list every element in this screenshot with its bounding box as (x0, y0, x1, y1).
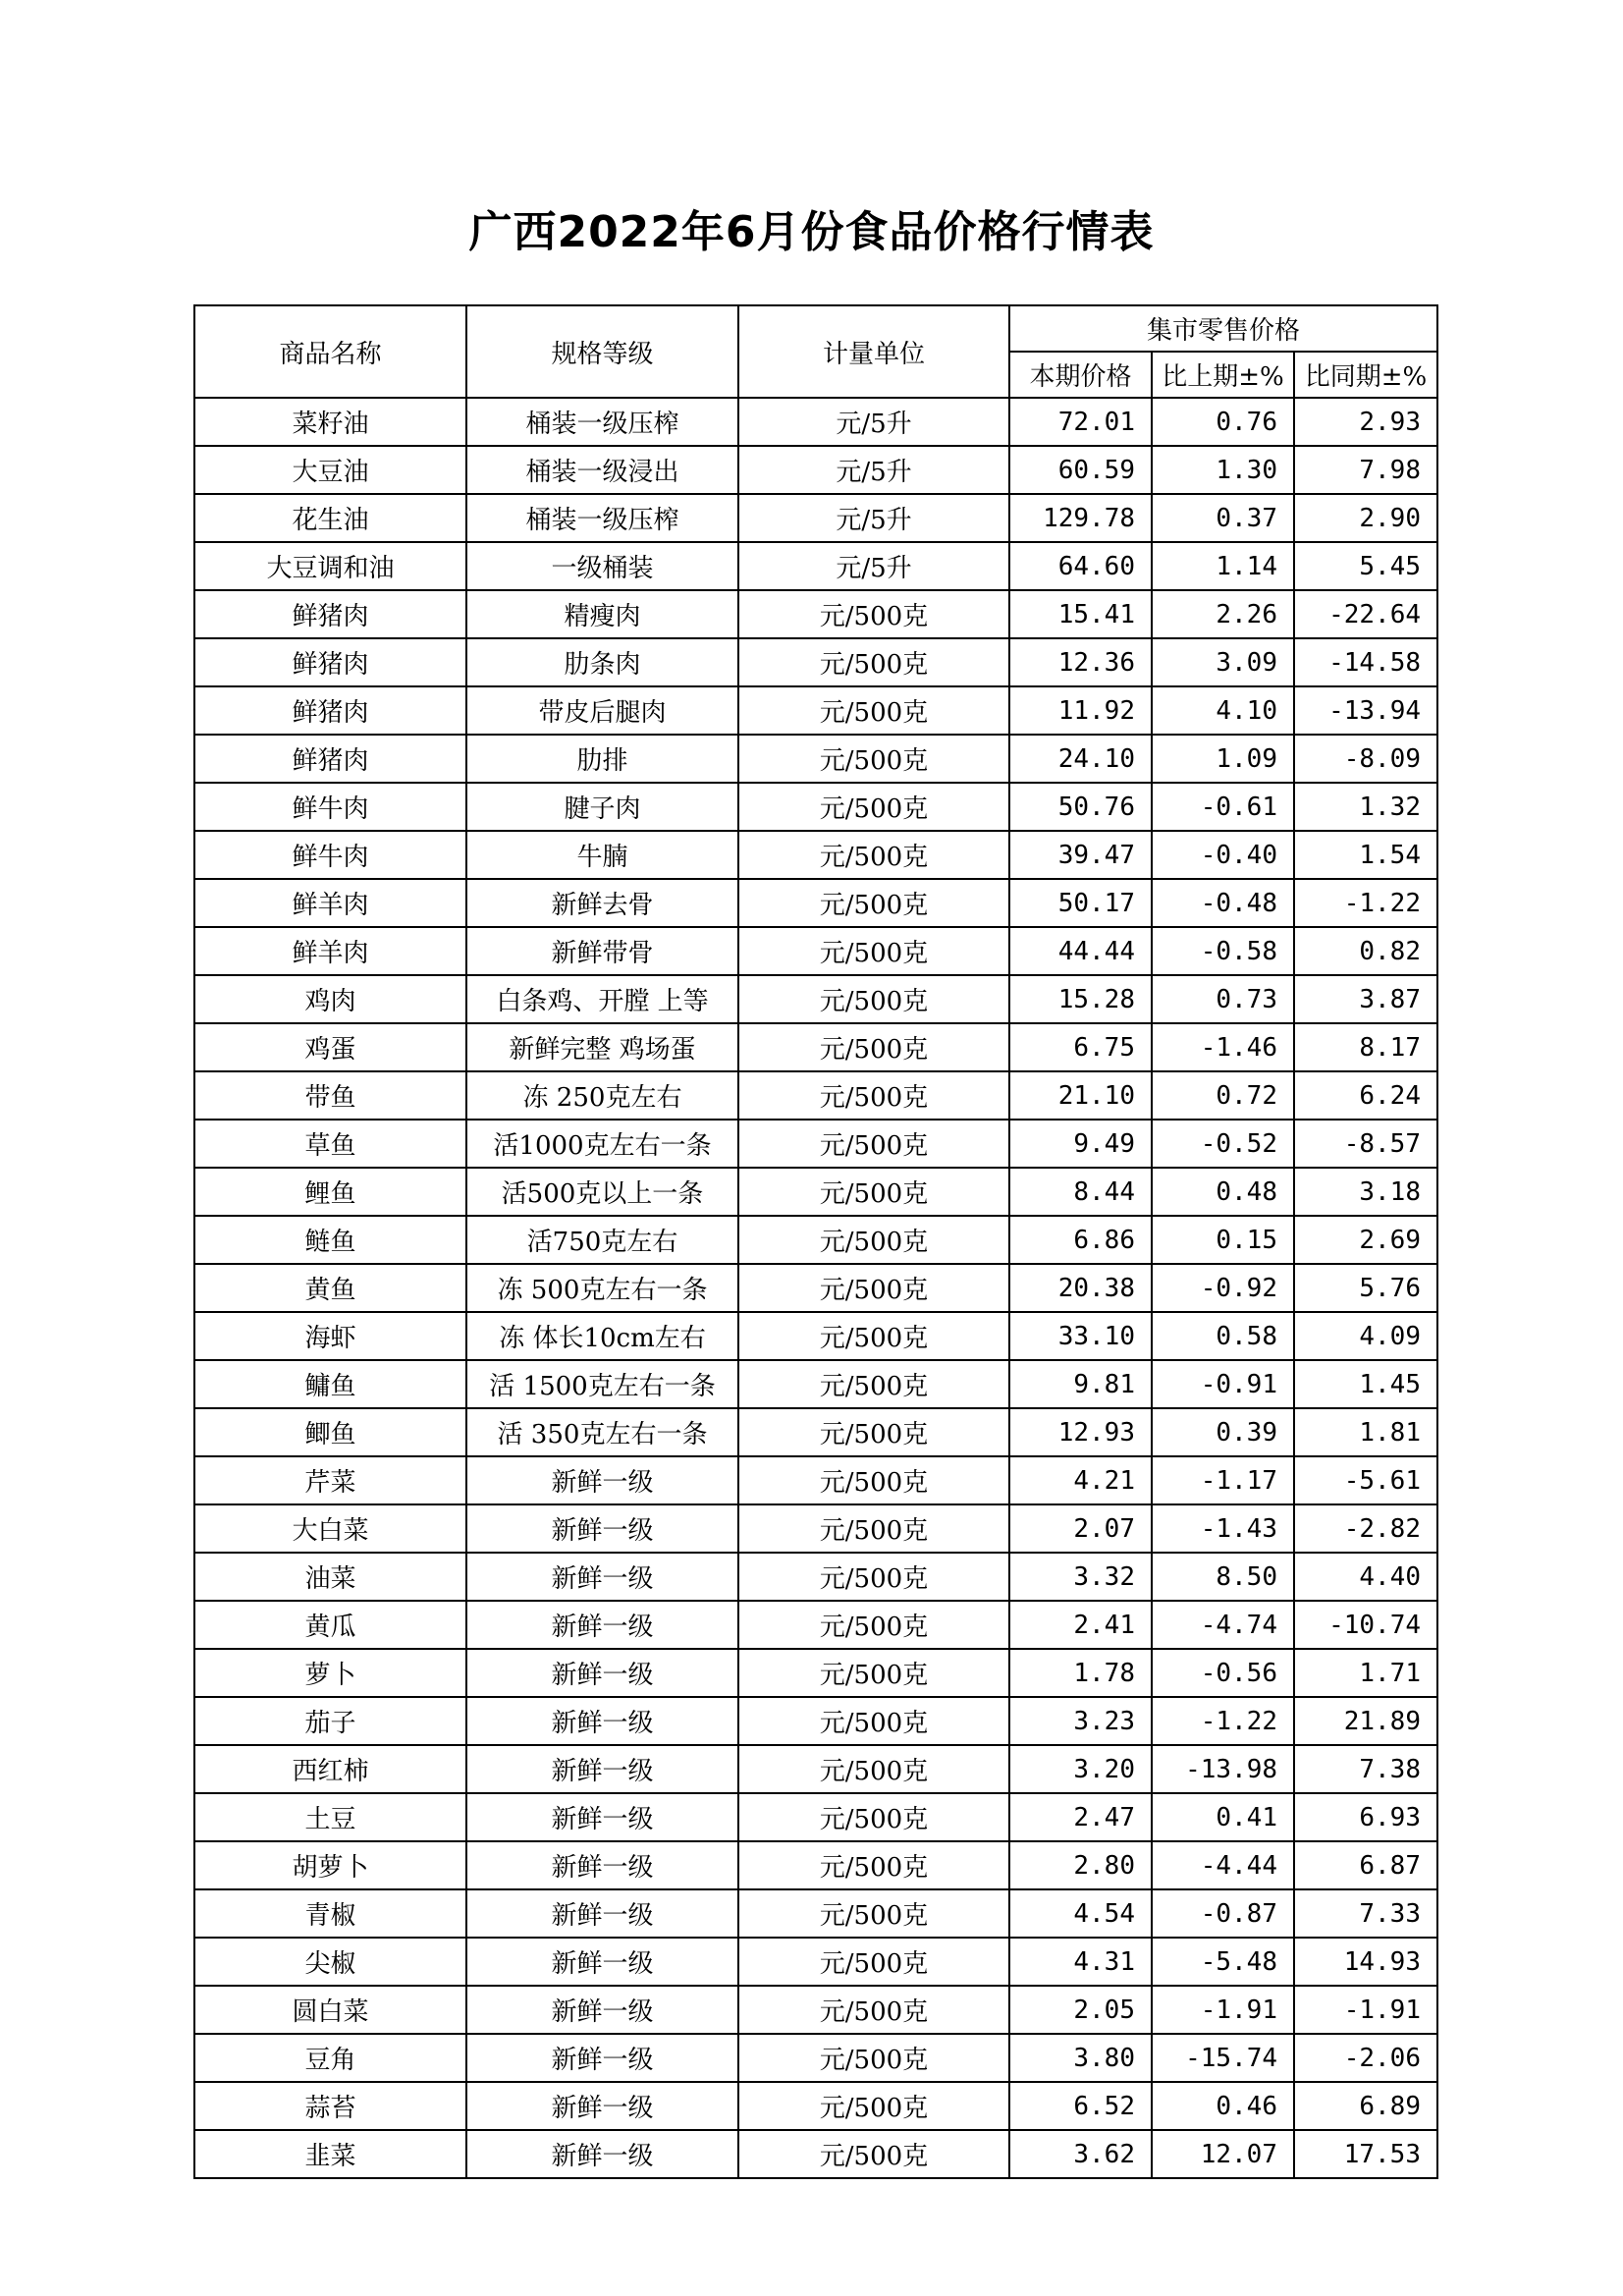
cell-unit: 元/500克 (738, 1023, 1009, 1071)
cell-price: 20.38 (1009, 1264, 1152, 1312)
cell-name: 西红柿 (194, 1745, 466, 1793)
table-row (194, 1216, 1437, 1264)
cell-price: 3.32 (1009, 1553, 1152, 1601)
cell-spec: 新鲜一级 (466, 1553, 738, 1601)
table-row (194, 1360, 1437, 1408)
table-row (194, 975, 1437, 1023)
cell-price: 39.47 (1009, 831, 1152, 879)
header-yoy-change: 比同期±% (1294, 352, 1437, 398)
cell-yoy: 2.69 (1294, 1216, 1437, 1264)
cell-name: 鸡肉 (194, 975, 466, 1023)
table-row (194, 1023, 1437, 1071)
cell-price: 64.60 (1009, 542, 1152, 590)
cell-spec: 带皮后腿肉 (466, 686, 738, 735)
cell-yoy: -1.22 (1294, 879, 1437, 927)
cell-mom: -0.56 (1152, 1649, 1294, 1697)
cell-unit: 元/500克 (738, 1264, 1009, 1312)
cell-name: 鸡蛋 (194, 1023, 466, 1071)
table-row (194, 1745, 1437, 1793)
cell-spec: 新鲜一级 (466, 1601, 738, 1649)
cell-name: 鲜牛肉 (194, 831, 466, 879)
cell-mom: -5.48 (1152, 1938, 1294, 1986)
table-row (194, 1264, 1437, 1312)
cell-mom: 0.39 (1152, 1408, 1294, 1456)
cell-yoy: -22.64 (1294, 590, 1437, 638)
table-row (194, 1601, 1437, 1649)
cell-price: 129.78 (1009, 494, 1152, 542)
cell-unit: 元/500克 (738, 1745, 1009, 1793)
cell-unit: 元/500克 (738, 1168, 1009, 1216)
table-row (194, 1504, 1437, 1553)
cell-price: 6.52 (1009, 2082, 1152, 2130)
cell-yoy: 8.17 (1294, 1023, 1437, 1071)
cell-unit: 元/500克 (738, 1986, 1009, 2034)
cell-yoy: 6.93 (1294, 1793, 1437, 1841)
cell-mom: 0.58 (1152, 1312, 1294, 1360)
cell-spec: 新鲜一级 (466, 1697, 738, 1745)
cell-price: 50.17 (1009, 879, 1152, 927)
cell-price: 60.59 (1009, 446, 1152, 494)
cell-spec: 白条鸡、开膛 上等 (466, 975, 738, 1023)
cell-yoy: 7.33 (1294, 1889, 1437, 1938)
cell-yoy: 6.89 (1294, 2082, 1437, 2130)
cell-unit: 元/5升 (738, 398, 1009, 446)
cell-spec: 新鲜一级 (466, 1793, 738, 1841)
cell-price: 11.92 (1009, 686, 1152, 735)
cell-spec: 精瘦肉 (466, 590, 738, 638)
cell-spec: 新鲜一级 (466, 1841, 738, 1889)
cell-price: 3.20 (1009, 1745, 1152, 1793)
cell-mom: -1.22 (1152, 1697, 1294, 1745)
cell-spec: 活 350克左右一条 (466, 1408, 738, 1456)
cell-price: 15.41 (1009, 590, 1152, 638)
cell-unit: 元/5升 (738, 494, 1009, 542)
cell-mom: 1.14 (1152, 542, 1294, 590)
cell-yoy: -8.09 (1294, 735, 1437, 783)
table-row (194, 1889, 1437, 1938)
cell-yoy: 21.89 (1294, 1697, 1437, 1745)
cell-price: 33.10 (1009, 1312, 1152, 1360)
cell-yoy: 14.93 (1294, 1938, 1437, 1986)
cell-mom: -0.92 (1152, 1264, 1294, 1312)
cell-spec: 新鲜完整 鸡场蛋 (466, 1023, 738, 1071)
cell-unit: 元/500克 (738, 927, 1009, 975)
table-row (194, 831, 1437, 879)
table-row (194, 2034, 1437, 2082)
cell-spec: 桶装一级压榨 (466, 398, 738, 446)
cell-price: 6.75 (1009, 1023, 1152, 1071)
table-row (194, 1841, 1437, 1889)
table-row (194, 1649, 1437, 1697)
cell-yoy: -13.94 (1294, 686, 1437, 735)
table-row (194, 494, 1437, 542)
cell-spec: 新鲜一级 (466, 1504, 738, 1553)
table-row (194, 638, 1437, 686)
cell-unit: 元/500克 (738, 831, 1009, 879)
cell-name: 黄鱼 (194, 1264, 466, 1312)
cell-price: 12.93 (1009, 1408, 1152, 1456)
cell-mom: -1.46 (1152, 1023, 1294, 1071)
cell-spec: 肋排 (466, 735, 738, 783)
cell-name: 油菜 (194, 1553, 466, 1601)
cell-name: 黄瓜 (194, 1601, 466, 1649)
table-row (194, 2082, 1437, 2130)
cell-mom: -1.17 (1152, 1456, 1294, 1504)
table-row (194, 1986, 1437, 2034)
cell-spec: 冻 250克左右 (466, 1071, 738, 1120)
cell-spec: 活1000克左右一条 (466, 1120, 738, 1168)
cell-name: 萝卜 (194, 1649, 466, 1697)
cell-price: 9.49 (1009, 1120, 1152, 1168)
cell-unit: 元/5升 (738, 446, 1009, 494)
cell-mom: -0.87 (1152, 1889, 1294, 1938)
cell-mom: 0.72 (1152, 1071, 1294, 1120)
cell-mom: -0.40 (1152, 831, 1294, 879)
table-row (194, 398, 1437, 446)
cell-mom: -0.61 (1152, 783, 1294, 831)
cell-unit: 元/500克 (738, 2034, 1009, 2082)
cell-spec: 新鲜带骨 (466, 927, 738, 975)
cell-price: 6.86 (1009, 1216, 1152, 1264)
cell-name: 豆角 (194, 2034, 466, 2082)
cell-price: 9.81 (1009, 1360, 1152, 1408)
cell-name: 芹菜 (194, 1456, 466, 1504)
cell-price: 15.28 (1009, 975, 1152, 1023)
cell-price: 4.54 (1009, 1889, 1152, 1938)
cell-name: 带鱼 (194, 1071, 466, 1120)
cell-mom: 2.26 (1152, 590, 1294, 638)
table-row (194, 1168, 1437, 1216)
cell-mom: 8.50 (1152, 1553, 1294, 1601)
cell-mom: -4.74 (1152, 1601, 1294, 1649)
cell-unit: 元/500克 (738, 590, 1009, 638)
cell-price: 2.80 (1009, 1841, 1152, 1889)
cell-mom: -15.74 (1152, 2034, 1294, 2082)
cell-unit: 元/500克 (738, 1120, 1009, 1168)
cell-mom: 0.46 (1152, 2082, 1294, 2130)
cell-name: 尖椒 (194, 1938, 466, 1986)
cell-name: 鲤鱼 (194, 1168, 466, 1216)
table-row (194, 1456, 1437, 1504)
cell-name: 鲜猪肉 (194, 638, 466, 686)
cell-price: 8.44 (1009, 1168, 1152, 1216)
cell-yoy: -2.82 (1294, 1504, 1437, 1553)
table-row (194, 446, 1437, 494)
cell-name: 鲫鱼 (194, 1408, 466, 1456)
cell-mom: 0.73 (1152, 975, 1294, 1023)
header-row (194, 305, 1437, 352)
cell-yoy: -8.57 (1294, 1120, 1437, 1168)
cell-name: 大豆油 (194, 446, 466, 494)
table-row (194, 1553, 1437, 1601)
table-row (194, 1408, 1437, 1456)
table-row (194, 590, 1437, 638)
cell-price: 3.80 (1009, 2034, 1152, 2082)
cell-unit: 元/500克 (738, 1553, 1009, 1601)
table-row (194, 1312, 1437, 1360)
cell-price: 2.05 (1009, 1986, 1152, 2034)
cell-name: 鲜猪肉 (194, 590, 466, 638)
cell-spec: 牛腩 (466, 831, 738, 879)
cell-price: 21.10 (1009, 1071, 1152, 1120)
header-name: 商品名称 (194, 305, 466, 398)
cell-spec: 腱子肉 (466, 783, 738, 831)
cell-yoy: 17.53 (1294, 2130, 1437, 2178)
cell-price: 2.07 (1009, 1504, 1152, 1553)
cell-yoy: 6.87 (1294, 1841, 1437, 1889)
cell-yoy: 4.09 (1294, 1312, 1437, 1360)
table-row (194, 927, 1437, 975)
cell-yoy: 5.76 (1294, 1264, 1437, 1312)
cell-yoy: -14.58 (1294, 638, 1437, 686)
cell-spec: 新鲜去骨 (466, 879, 738, 927)
header-spec: 规格等级 (466, 305, 738, 398)
cell-yoy: 2.90 (1294, 494, 1437, 542)
cell-name: 鲜猪肉 (194, 735, 466, 783)
cell-name: 大豆调和油 (194, 542, 466, 590)
header-unit: 计量单位 (738, 305, 1009, 398)
cell-spec: 桶装一级浸出 (466, 446, 738, 494)
cell-unit: 元/500克 (738, 686, 1009, 735)
cell-spec: 新鲜一级 (466, 1938, 738, 1986)
cell-name: 鲜羊肉 (194, 927, 466, 975)
cell-mom: 1.30 (1152, 446, 1294, 494)
cell-mom: 4.10 (1152, 686, 1294, 735)
cell-mom: -0.48 (1152, 879, 1294, 927)
cell-name: 青椒 (194, 1889, 466, 1938)
cell-mom: -1.43 (1152, 1504, 1294, 1553)
cell-yoy: 5.45 (1294, 542, 1437, 590)
cell-spec: 新鲜一级 (466, 1889, 738, 1938)
cell-spec: 一级桶装 (466, 542, 738, 590)
cell-yoy: 1.32 (1294, 783, 1437, 831)
cell-mom: -4.44 (1152, 1841, 1294, 1889)
cell-price: 1.78 (1009, 1649, 1152, 1697)
cell-unit: 元/5升 (738, 542, 1009, 590)
table-row (194, 879, 1437, 927)
cell-unit: 元/500克 (738, 1504, 1009, 1553)
cell-name: 土豆 (194, 1793, 466, 1841)
cell-price: 44.44 (1009, 927, 1152, 975)
cell-mom: -1.91 (1152, 1986, 1294, 2034)
cell-mom: -0.58 (1152, 927, 1294, 975)
cell-yoy: 1.54 (1294, 831, 1437, 879)
table-row (194, 1697, 1437, 1745)
cell-mom: 0.48 (1152, 1168, 1294, 1216)
cell-unit: 元/500克 (738, 1360, 1009, 1408)
cell-unit: 元/500克 (738, 1649, 1009, 1697)
cell-yoy: 0.82 (1294, 927, 1437, 975)
cell-price: 72.01 (1009, 398, 1152, 446)
cell-spec: 新鲜一级 (466, 2130, 738, 2178)
cell-price: 3.62 (1009, 2130, 1152, 2178)
cell-yoy: -2.06 (1294, 2034, 1437, 2082)
cell-spec: 新鲜一级 (466, 2034, 738, 2082)
cell-unit: 元/500克 (738, 783, 1009, 831)
table-row (194, 542, 1437, 590)
cell-spec: 活750克左右 (466, 1216, 738, 1264)
cell-mom: 3.09 (1152, 638, 1294, 686)
table-row (194, 2130, 1437, 2178)
cell-yoy: 7.98 (1294, 446, 1437, 494)
cell-spec: 冻 500克左右一条 (466, 1264, 738, 1312)
cell-price: 3.23 (1009, 1697, 1152, 1745)
cell-name: 茄子 (194, 1697, 466, 1745)
cell-mom: 0.37 (1152, 494, 1294, 542)
cell-price: 4.31 (1009, 1938, 1152, 1986)
cell-name: 鲜猪肉 (194, 686, 466, 735)
cell-unit: 元/500克 (738, 1312, 1009, 1360)
cell-name: 花生油 (194, 494, 466, 542)
cell-name: 菜籽油 (194, 398, 466, 446)
cell-name: 胡萝卜 (194, 1841, 466, 1889)
cell-unit: 元/500克 (738, 1889, 1009, 1938)
cell-name: 圆白菜 (194, 1986, 466, 2034)
cell-price: 50.76 (1009, 783, 1152, 831)
cell-unit: 元/500克 (738, 638, 1009, 686)
table-row (194, 1071, 1437, 1120)
cell-unit: 元/500克 (738, 1408, 1009, 1456)
cell-spec: 新鲜一级 (466, 1986, 738, 2034)
cell-yoy: 4.40 (1294, 1553, 1437, 1601)
cell-yoy: 1.45 (1294, 1360, 1437, 1408)
cell-yoy: 2.93 (1294, 398, 1437, 446)
cell-name: 鲜羊肉 (194, 879, 466, 927)
cell-yoy: -1.91 (1294, 1986, 1437, 2034)
cell-name: 蒜苔 (194, 2082, 466, 2130)
cell-spec: 新鲜一级 (466, 1649, 738, 1697)
cell-name: 草鱼 (194, 1120, 466, 1168)
cell-mom: 12.07 (1152, 2130, 1294, 2178)
cell-unit: 元/500克 (738, 2130, 1009, 2178)
cell-spec: 活 1500克左右一条 (466, 1360, 738, 1408)
cell-mom: 1.09 (1152, 735, 1294, 783)
table-row (194, 783, 1437, 831)
cell-spec: 新鲜一级 (466, 1456, 738, 1504)
cell-yoy: 6.24 (1294, 1071, 1437, 1120)
table-row (194, 735, 1437, 783)
cell-name: 大白菜 (194, 1504, 466, 1553)
cell-unit: 元/500克 (738, 2082, 1009, 2130)
cell-name: 鲢鱼 (194, 1216, 466, 1264)
table-row (194, 1938, 1437, 1986)
cell-yoy: 1.81 (1294, 1408, 1437, 1456)
cell-name: 鲜牛肉 (194, 783, 466, 831)
cell-yoy: 3.18 (1294, 1168, 1437, 1216)
cell-unit: 元/500克 (738, 1071, 1009, 1120)
cell-unit: 元/500克 (738, 1601, 1009, 1649)
cell-spec: 活500克以上一条 (466, 1168, 738, 1216)
cell-name: 鳙鱼 (194, 1360, 466, 1408)
cell-mom: -0.91 (1152, 1360, 1294, 1408)
cell-spec: 肋条肉 (466, 638, 738, 686)
cell-unit: 元/500克 (738, 1456, 1009, 1504)
cell-spec: 新鲜一级 (466, 2082, 738, 2130)
header-market-price: 集市零售价格 (1009, 305, 1437, 352)
table-row (194, 1793, 1437, 1841)
cell-yoy: 3.87 (1294, 975, 1437, 1023)
cell-mom: 0.76 (1152, 398, 1294, 446)
cell-name: 韭菜 (194, 2130, 466, 2178)
cell-mom: 0.15 (1152, 1216, 1294, 1264)
cell-unit: 元/500克 (738, 975, 1009, 1023)
price-table (193, 304, 1438, 2179)
cell-mom: 0.41 (1152, 1793, 1294, 1841)
cell-yoy: -10.74 (1294, 1601, 1437, 1649)
cell-unit: 元/500克 (738, 1938, 1009, 1986)
cell-unit: 元/500克 (738, 1841, 1009, 1889)
header-current-price: 本期价格 (1009, 352, 1152, 398)
page-title: 广西2022年6月份食品价格行情表 (468, 207, 1155, 257)
cell-yoy: 1.71 (1294, 1649, 1437, 1697)
cell-spec: 新鲜一级 (466, 1745, 738, 1793)
cell-unit: 元/500克 (738, 1216, 1009, 1264)
cell-spec: 冻 体长10cm左右 (466, 1312, 738, 1360)
cell-unit: 元/500克 (738, 1697, 1009, 1745)
cell-price: 2.41 (1009, 1601, 1152, 1649)
cell-price: 24.10 (1009, 735, 1152, 783)
cell-price: 12.36 (1009, 638, 1152, 686)
table-row (194, 686, 1437, 735)
table-row (194, 1120, 1437, 1168)
cell-mom: -0.52 (1152, 1120, 1294, 1168)
cell-unit: 元/500克 (738, 1793, 1009, 1841)
header-mom-change: 比上期±% (1152, 352, 1294, 398)
cell-name: 海虾 (194, 1312, 466, 1360)
cell-spec: 桶装一级压榨 (466, 494, 738, 542)
cell-price: 4.21 (1009, 1456, 1152, 1504)
cell-yoy: -5.61 (1294, 1456, 1437, 1504)
cell-unit: 元/500克 (738, 879, 1009, 927)
cell-unit: 元/500克 (738, 735, 1009, 783)
cell-price: 2.47 (1009, 1793, 1152, 1841)
cell-mom: -13.98 (1152, 1745, 1294, 1793)
cell-yoy: 7.38 (1294, 1745, 1437, 1793)
